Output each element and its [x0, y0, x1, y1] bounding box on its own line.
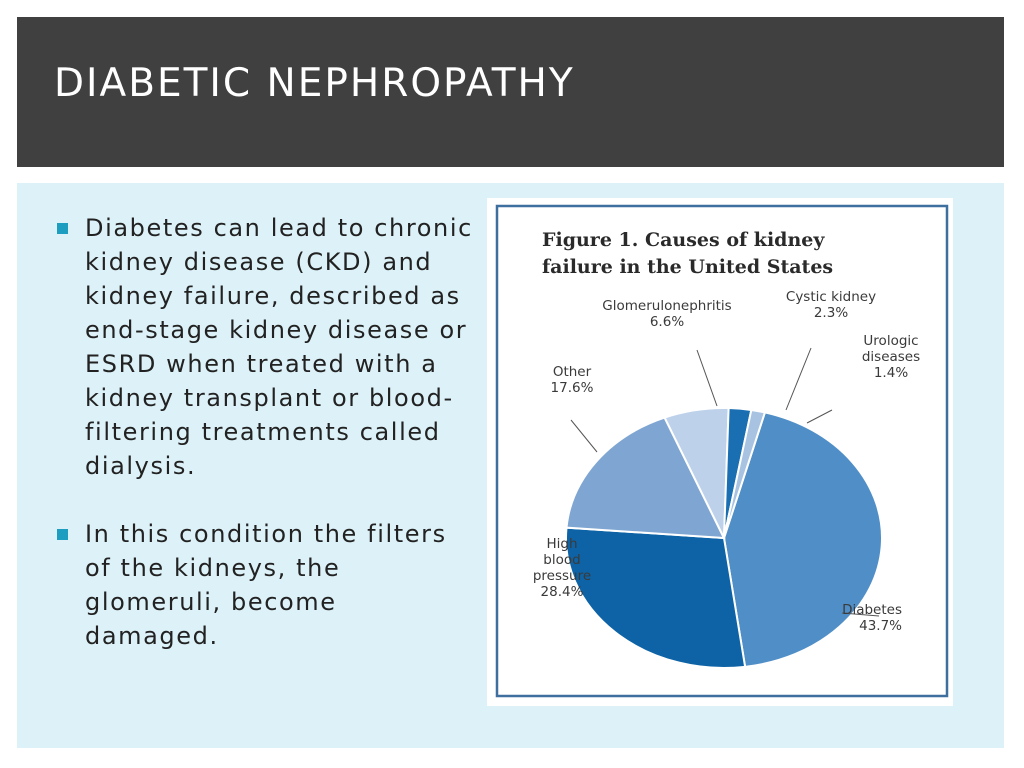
bullet-marker-icon: [57, 529, 68, 540]
slice-label-diabetes: Diabetes 43.7%: [842, 602, 902, 634]
bullet-text: In this condition the filters of the kidneys, the glomeruli, become damaged.: [85, 520, 447, 650]
slice-label-cystic-kidney: Cystic kidney 2.3%: [785, 289, 877, 321]
content-area: [17, 183, 1004, 748]
chart-title-line-2: failure in the United States: [542, 256, 834, 278]
chart-title-line-1: Figure 1. Causes of kidney: [542, 229, 825, 251]
bullet-item: [57, 211, 477, 483]
slice-label-other: Other 17.6%: [550, 364, 594, 396]
title-bar: [17, 17, 1004, 167]
slice-label-urologic-diseases: Urologic diseases 1.4%: [861, 333, 921, 381]
bullet-text: Diabetes can lead to chronic kidney disease (CKD) and kidney failure, described as end-stage kidney disease or ESRD when treated with a kidney transplant or blood-filtering treatments called dialysis.: [85, 214, 473, 480]
bullet-list: [57, 211, 477, 687]
slide-title: DIABETIC NEPHROPATHY: [54, 61, 575, 106]
bullet-marker-icon: [57, 223, 68, 234]
slice-label-glomerulonephritis: Glomerulonephritis 6.6%: [602, 298, 732, 330]
slice-label-high-blood-pressure: High blood pressure 28.4%: [532, 536, 592, 600]
bullet-item: [57, 517, 477, 653]
figure-frame: [487, 198, 953, 706]
pie-chart: [487, 198, 953, 706]
